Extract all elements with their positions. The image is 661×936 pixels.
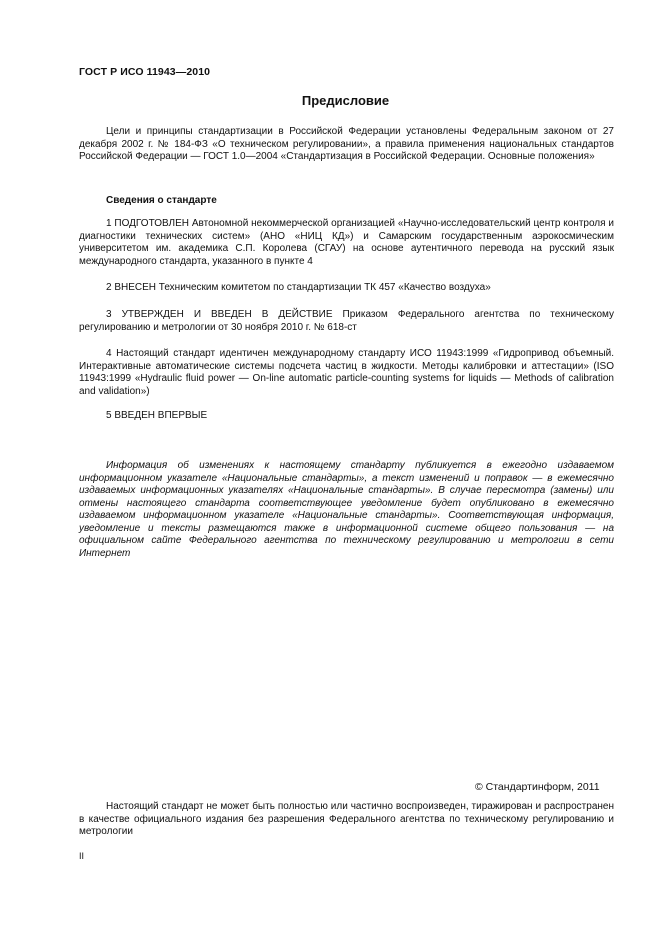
changes-notice-text: Информация об изменениях к настоящему стандарту публикуется в ежегодно издаваемом информационном указателе «Национальные стандарты», а текст изменений и поправок — в ежемесячно издаваемых информационных указателях «Национальные стандарты». В случае пересмотра (замены) или отмены настоящего стандарта соответствующее уведомление будет опубликовано в ежемесячно издаваемом информационном указателе «Национальные стандарты». Соответствующая информация, уведомление и тексты размещаются также в информационной системе общего пользования — на официальном сайте Федерального агентства по техническому регулированию и метрологии в сети Интернет bbox=[79, 460, 614, 559]
page-number: II bbox=[79, 851, 85, 861]
item-1-text: 1 ПОДГОТОВЛЕН Автономной некоммерческой организацией «Научно-исследовательский центр контроля и диагностики технических систем» (АНО «НИЦ КД») и Самарским государственным аэрокосмическим университетом им. академика С.П. Королева (СГАУ) на основе аутентичного перевода на русский язык международного стандарта, указанного в пункте 4 bbox=[79, 218, 614, 267]
document-code-header: ГОСТ Р ИСО 11943—2010 bbox=[79, 66, 211, 78]
item-4 bbox=[79, 348, 614, 398]
standard-info-heading: Сведения о стандарте bbox=[106, 195, 217, 206]
reproduction-notice-text: Настоящий стандарт не может быть полностью или частично воспроизведен, тиражирован и распространен в качестве официального издания без разрешения Федерального агентства по техническому регулированию и метрологии bbox=[79, 801, 614, 837]
item-2 bbox=[79, 282, 614, 295]
item-5-text: 5 ВВЕДЕН ВПЕРВЫЕ bbox=[106, 410, 208, 421]
item-5 bbox=[79, 410, 614, 423]
item-3 bbox=[79, 309, 614, 334]
page-title: Предисловие bbox=[301, 93, 390, 108]
copyright: © Стандартинформ, 2011 bbox=[475, 781, 600, 793]
item-4-text: 4 Настоящий стандарт идентичен международному стандарту ИСО 11943:1999 «Гидропривод объемный. Интерактивные автоматические системы подсчета частиц в жидкости. Методы калибровки и аттестации» (ISO 11943:1999 «Hydraulic fluid power — On-line automatic particle-counting systems for liquids — Methods of calibration and validation») bbox=[79, 348, 614, 397]
item-1 bbox=[79, 218, 614, 268]
changes-notice bbox=[79, 460, 614, 560]
item-3-text: 3 УТВЕРЖДЕН И ВВЕДЕН В ДЕЙСТВИЕ Приказом Федерального агентства по техническому регулированию и метрологии от 30 ноября 2010 г. № 618-ст bbox=[79, 309, 614, 333]
item-2-text: 2 ВНЕСЕН Техническим комитетом по стандартизации ТК 457 «Качество воздуха» bbox=[106, 282, 491, 293]
intro-paragraph bbox=[79, 126, 614, 164]
reproduction-notice bbox=[79, 801, 614, 839]
intro-text: Цели и принципы стандартизации в Российской Федерации установлены Федеральным законом от 27 декабря 2002 г. № 184-ФЗ «О техническом регулировании», а правила применения национальных стандартов Российской Федерации — ГОСТ 1.0—2004 «Стандартизация в Российской Федерации. Основные положения» bbox=[79, 126, 614, 162]
